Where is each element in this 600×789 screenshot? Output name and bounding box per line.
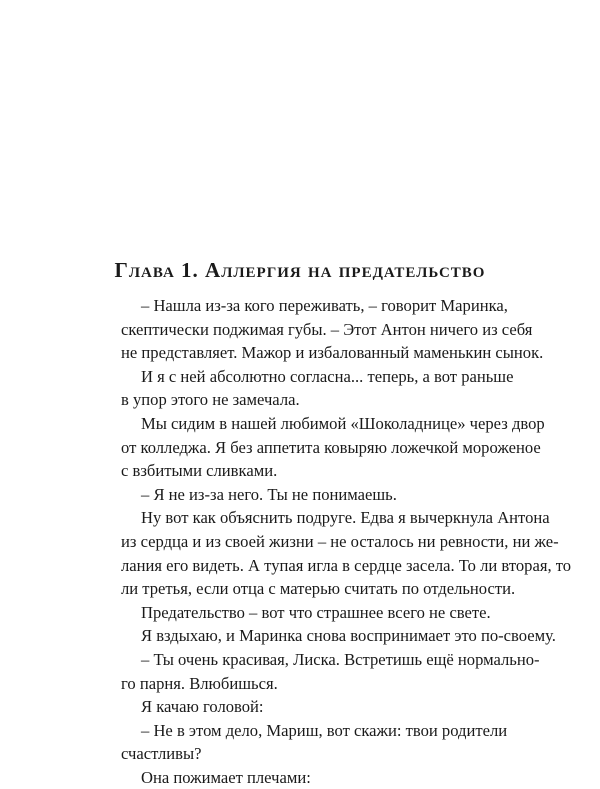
text-line: – Я не из-за него. Ты не понимаешь. [141, 484, 397, 504]
text-line: И я с ней абсолютно согласна... теперь, а вот раньше [141, 366, 514, 386]
text-line: Предательство – вот что страшнее всего не свете. [141, 602, 491, 622]
text-line: в упор этого не замечала. [121, 390, 300, 410]
text-line: не представляет. Мажор и избалованный маменькин сынок. [121, 343, 544, 363]
text-line: Мы сидим в нашей любимой «Шоколаднице» через двор [141, 413, 545, 433]
text-line: Она пожимает плечами: [141, 767, 311, 787]
text-line: Я качаю головой: [141, 697, 264, 717]
text-line: из сердца и из своей жизни – не осталось ни ревности, ни же- [121, 531, 559, 551]
text-line: – Не в этом дело, Мариш, вот скажи: твои родители [141, 720, 508, 740]
text-line: го парня. Влюбишься. [121, 673, 278, 693]
text-line: Ну вот как объяснить подруге. Едва я вычеркнула Антона [141, 508, 550, 528]
chapter-title: Глава 1. Аллергия на предательство [114, 258, 486, 282]
text-line: с взбитыми сливками. [121, 461, 278, 481]
text-line: скептически поджимая губы. – Этот Антон ничего из себя [121, 319, 533, 339]
text-line: от колледжа. Я без аппетита ковыряю ложечкой мороженое [121, 437, 541, 457]
text-line: – Ты очень красивая, Лиска. Встретишь ещё нормально- [141, 649, 540, 669]
text-line: лания его видеть. А тупая игла в сердце засела. То ли вторая, то [121, 555, 572, 575]
text-line: – Нашла из-за кого переживать, – говорит Маринка, [141, 296, 508, 315]
chapter-body [121, 294, 572, 789]
text-line: ли третья, если отца с матерью считать по отдельности. [121, 579, 516, 599]
text-line: счастливы? [121, 744, 202, 764]
text-line: Я вздыхаю, и Маринка снова воспринимает это по-своему. [141, 626, 556, 646]
